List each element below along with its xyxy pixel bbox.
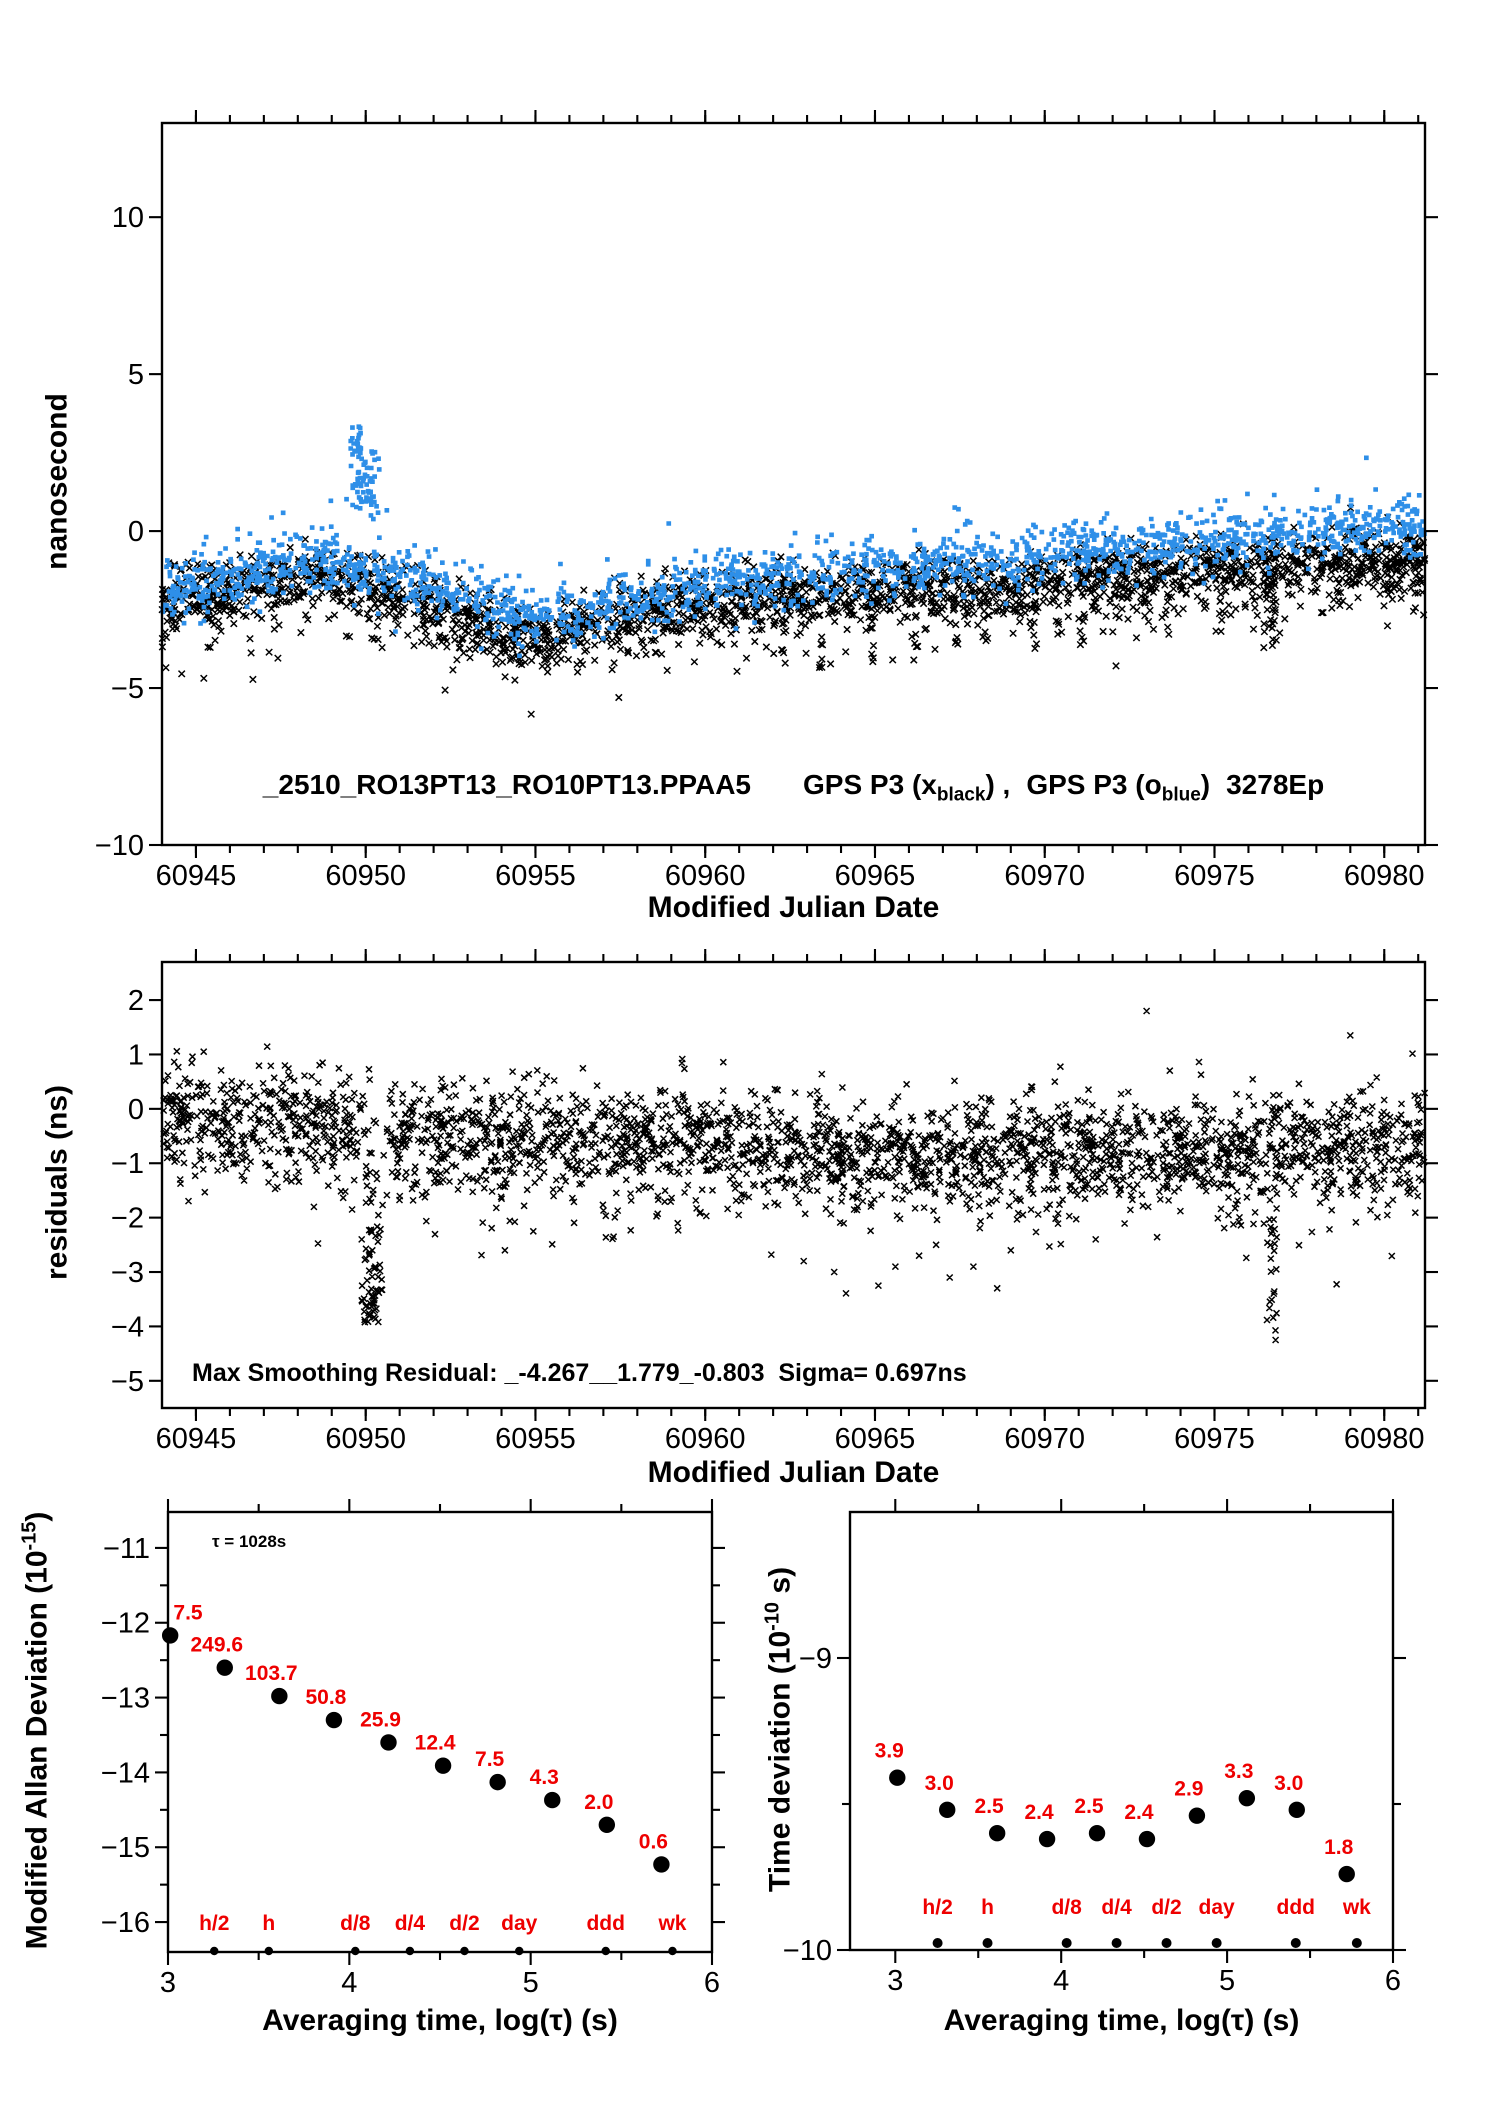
bottom_left-tau-mark-label: h: [262, 1912, 276, 1935]
top-xtick-label: 60960: [664, 860, 746, 892]
bottom_left-ytick-label: −13: [100, 1682, 150, 1715]
bottom_left-ytick-label: −16: [100, 1907, 150, 1940]
bottom_right-tau-mark-label: h: [981, 1896, 994, 1919]
middle-ytick-label: 0: [127, 1093, 144, 1126]
top-yaxis-title: nanosecond: [40, 393, 74, 570]
bl-ylabel-post: ): [20, 1511, 54, 1522]
title-series2-sub: blue: [1161, 784, 1201, 806]
bottom_left-tau-mark-label: day: [501, 1912, 538, 1935]
top-xtick-label: 60980: [1343, 860, 1425, 892]
bottom_left-point-value-label: 0.6: [638, 1830, 669, 1854]
bottom_right-xtick-label: 5: [1219, 1965, 1236, 1997]
bottom_right-data-point: [1089, 1825, 1105, 1841]
middle-xtick-label: 60950: [325, 1423, 407, 1455]
bottom_left-ytick-label: −11: [102, 1532, 150, 1565]
top-xtick-label: 60965: [834, 860, 916, 892]
bottom_left-tau-mark-dot: [351, 1947, 359, 1955]
bottom_left-data-point: [544, 1792, 560, 1808]
bottom_left-point-value-label: 25.9: [360, 1708, 401, 1732]
bottom_left-tau-mark-dot: [668, 1947, 676, 1955]
bottom_right-xtick-label: 6: [1384, 1965, 1402, 1997]
bottom_left-xtick-label: 6: [703, 1967, 721, 1999]
bottom_right-tau-mark-dot: [983, 1938, 993, 1948]
middle-ytick-label: −4: [110, 1311, 144, 1344]
bottom_right-data-point: [889, 1770, 905, 1786]
br-ylabel-sup: -10: [761, 1601, 784, 1631]
bottom-right-xaxis-title: Averaging time, log(τ) (s): [943, 2004, 1300, 2037]
bottom_left-xtick-label: 5: [522, 1967, 539, 1999]
bottom_left-data-point: [217, 1659, 233, 1675]
bottom_right-tau-mark-dot: [1162, 1938, 1172, 1948]
middle-xtick-label: 60980: [1343, 1423, 1425, 1455]
top-scatter-blue-dot: [163, 427, 1425, 656]
middle-yaxis-title: residuals (ns): [40, 1084, 74, 1281]
top-xtick-label: 60975: [1174, 860, 1255, 892]
br-ylabel-post: s): [763, 1566, 797, 1602]
max-smoothing-residual-annotation: Max Smoothing Residual: _-4.267__1.779_-0.803 Sigma= 0.697ns: [192, 1359, 967, 1387]
bottom_right-data-point: [1289, 1802, 1305, 1818]
middle-xaxis-title: Modified Julian Date: [647, 1456, 940, 1489]
bottom_right-tau-mark-label: d/2: [1151, 1896, 1182, 1919]
bottom_right-xtick-label: 3: [887, 1965, 904, 1997]
bottom_right-point-value-label: 3.3: [1224, 1760, 1254, 1784]
bottom_right-data-point: [989, 1825, 1005, 1841]
top-ytick-label: −5: [110, 673, 144, 706]
bottom_right-tau-mark-dot: [1112, 1938, 1122, 1948]
bottom_right-point-value-label: 3.0: [924, 1771, 954, 1795]
bottom_right-data-point: [1039, 1831, 1055, 1847]
bottom_left-data-point: [653, 1856, 669, 1872]
middle-ytick-label: 1: [127, 1039, 144, 1072]
middle-xtick-label: 60945: [155, 1423, 237, 1455]
bottom_right-data-point: [939, 1802, 955, 1818]
bottom_left-point-value-label: 7.5: [173, 1601, 203, 1625]
bottom_right-point-value-label: 2.4: [1024, 1801, 1054, 1825]
bottom_left-point-value-label: 103.7: [245, 1662, 298, 1686]
bottom_right-point-value-label: 2.9: [1174, 1777, 1204, 1801]
bottom_left-data-point: [162, 1627, 178, 1643]
middle-ytick-label: 2: [127, 985, 144, 1018]
bottom_right-tau-mark-label: d/8: [1051, 1896, 1082, 1919]
bottom_left-tau-mark-label: d/8: [340, 1912, 371, 1935]
top-xaxis-title: Modified Julian Date: [647, 891, 940, 924]
top-xtick-label: 60950: [325, 860, 407, 892]
bottom_right-point-value-label: 2.5: [1074, 1795, 1104, 1819]
title-filename: _2510_RO13PT13_RO10PT13.PPAA5: [262, 769, 752, 800]
bottom_left-tau-mark-label: d/2: [449, 1912, 480, 1935]
bottom_left-data-point: [326, 1712, 342, 1728]
bl-ylabel-pre: Modified Allan Deviation (10: [20, 1550, 54, 1950]
middle-xtick-label: 60955: [495, 1423, 576, 1455]
bottom_right-tau-mark-label: wk: [1342, 1896, 1371, 1919]
middle-ytick-label: −3: [110, 1257, 144, 1290]
bottom_left-ytick-label: −14: [100, 1757, 150, 1790]
top-ytick-label: −10: [94, 830, 144, 862]
bottom_left-tau-mark-label: d/4: [394, 1912, 426, 1935]
bottom_left-ytick-label: −15: [100, 1832, 150, 1865]
top-xtick-label: 60970: [1004, 860, 1086, 892]
bottom_right-frame: [850, 1512, 1393, 1950]
bottom_right-ytick-label: −10: [782, 1935, 832, 1967]
title-series2: GPS P3 (o: [1026, 769, 1162, 800]
bottom_left-ytick-label: −12: [100, 1607, 150, 1640]
bottom-left-yaxis-title: [19, 1489, 54, 1973]
bottom_left-point-value-label: 50.8: [305, 1686, 347, 1710]
top-ytick-label: 0: [127, 516, 144, 549]
bottom_left-tau-mark-label: wk: [658, 1912, 687, 1935]
bottom_left-tau-mark-dot: [460, 1947, 468, 1955]
bottom_right-tau-mark-label: day: [1198, 1896, 1235, 1919]
bottom_right-tau-mark-label: h/2: [922, 1896, 953, 1919]
bottom_right-data-point: [1189, 1807, 1205, 1823]
bottom_left-tau-mark-dot: [265, 1947, 273, 1955]
middle-ytick-label: −1: [110, 1148, 144, 1181]
bottom_left-tau-mark-dot: [210, 1947, 218, 1955]
middle-xtick-label: 60965: [834, 1423, 916, 1455]
bottom_right-data-point: [1239, 1790, 1255, 1806]
bottom_right-data-point: [1339, 1866, 1355, 1882]
middle-ytick-label: −2: [110, 1202, 144, 1235]
title-series2-post: ): [1200, 769, 1211, 800]
bottom_left-tau-mark-dot: [515, 1947, 523, 1955]
bottom_left-data-point: [489, 1774, 505, 1790]
bottom_left-tau-mark-label: h/2: [199, 1912, 230, 1935]
middle-xtick-label: 60960: [664, 1423, 746, 1455]
bottom_right-tau-mark-dot: [933, 1938, 943, 1948]
title-series1-sub: black: [936, 784, 986, 806]
bottom_left-data-point: [435, 1757, 451, 1773]
middle-scatter-black-x: [161, 1008, 1428, 1343]
bottom_right-xtick-label: 4: [1053, 1965, 1070, 1997]
bottom_right-point-value-label: 2.5: [974, 1795, 1004, 1819]
bottom_right-tau-mark-label: d/4: [1101, 1896, 1132, 1919]
top-xtick-label: 60945: [155, 860, 237, 892]
middle-xtick-label: 60970: [1004, 1423, 1086, 1455]
bottom-left-xaxis-title: Averaging time, log(τ) (s): [262, 2004, 618, 2037]
bl-ylabel-sup: -15: [18, 1521, 41, 1551]
bottom_left-data-point: [380, 1734, 396, 1750]
middle-xtick-label: 60975: [1174, 1423, 1255, 1455]
bottom_right-ytick-label: −9: [798, 1643, 832, 1675]
bottom_left-point-value-label: 7.5: [475, 1748, 505, 1772]
bottom_left-point-value-label: 12.4: [414, 1731, 456, 1755]
bottom_left-data-point: [271, 1688, 287, 1704]
title-series1-post: ) ,: [985, 769, 1011, 800]
bottom_left-tau-mark-dot: [602, 1947, 610, 1955]
bottom_right-point-value-label: 3.0: [1274, 1771, 1304, 1795]
top-panel-title: [162, 770, 1425, 806]
middle-ytick-label: −5: [110, 1365, 144, 1398]
top-xtick-label: 60955: [495, 860, 576, 892]
bottom_right-point-value-label: 3.9: [874, 1739, 904, 1763]
bottom_left-xtick-label: 4: [341, 1967, 358, 1999]
top-ytick-label: 10: [111, 202, 144, 235]
bottom_right-tau-mark-dot: [1291, 1938, 1301, 1948]
bottom_right-data-point: [1139, 1831, 1155, 1847]
bottom_right-tau-mark-dot: [1212, 1938, 1222, 1948]
bottom-right-yaxis-title: [762, 1502, 797, 1958]
br-ylabel-pre: Time deviation (10: [763, 1630, 797, 1893]
bottom_left-tau-mark-label: ddd: [586, 1912, 625, 1935]
bottom_left-tau-mark-dot: [406, 1947, 414, 1955]
bottom_right-tau-mark-dot: [1062, 1938, 1072, 1948]
bottom_left-point-value-label: 249.6: [190, 1633, 244, 1657]
title-series1: GPS P3 (x: [803, 769, 937, 800]
bottom_right-tau-mark-dot: [1352, 1938, 1362, 1948]
bottom_left-point-value-label: 2.0: [584, 1790, 614, 1814]
bottom_left-data-point: [599, 1817, 615, 1833]
tau-annotation: τ = 1028s: [212, 1532, 287, 1551]
bottom_right-tau-mark-label: ddd: [1276, 1896, 1316, 1919]
top-ytick-label: 5: [127, 359, 144, 392]
title-epochs: 3278Ep: [1226, 769, 1325, 800]
bottom_right-point-value-label: 1.8: [1324, 1836, 1354, 1860]
bottom_left-point-value-label: 4.3: [529, 1766, 559, 1790]
bottom_right-point-value-label: 2.4: [1124, 1801, 1154, 1825]
bottom_left-xtick-label: 3: [159, 1967, 177, 1999]
